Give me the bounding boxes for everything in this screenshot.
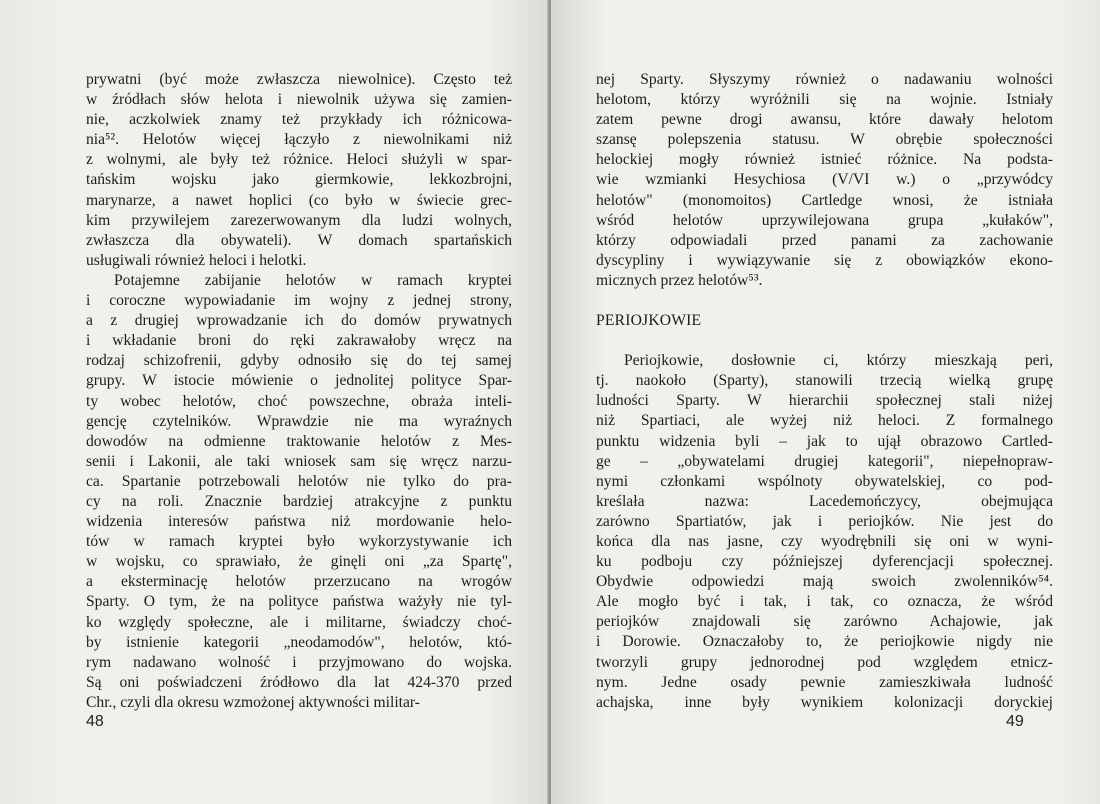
- text-line: w wojsku, co sprawiało, że ginęli oni „za Spartę",: [86, 553, 512, 571]
- text-line: Periojkowie, dosłownie ci, którzy mieszkają peri,: [624, 352, 1053, 370]
- page-number-left: 48: [86, 713, 104, 730]
- text-line: wie wzmianki Hesychiosa (V/VI w.) o „przywódcy: [596, 171, 1053, 189]
- text-line: końca dla nas jasne, czy wyodrębnili się oni w wyni-: [596, 532, 1053, 550]
- text-line: ty wobec helotów, choć powszechne, obraża inteli-: [86, 392, 512, 410]
- left-page: [0, 0, 549, 804]
- right-page-paragraph-bottom: [596, 351, 1053, 713]
- text-line: i wkładanie broni do ręki zakrawałoby wręcz na: [86, 332, 512, 350]
- text-line: Chr., czyli dla okresu wzmożonej aktywności militar-: [86, 693, 421, 711]
- text-line: tów w ramach kryptei było wykorzystywanie ich: [86, 533, 512, 551]
- left-page-body: [86, 70, 512, 713]
- text-line: ludności Sparty. W hierarchii społecznej stali niżej: [596, 392, 1053, 410]
- section-heading: PERIOJKOWIE: [596, 312, 702, 330]
- text-line: dyscypliny i wywiązywanie się z obowiązków ekono-: [596, 251, 1053, 269]
- text-line: niż Spartiaci, ale wyżej niż heloci. Z formalnego: [596, 412, 1053, 430]
- right-page-paragraph-top: [596, 70, 1053, 291]
- text-line: widzenia interesów państwa niż mordowanie helo-: [86, 513, 512, 531]
- text-line: nej Sparty. Słyszymy również o nadawaniu wolności: [596, 71, 1053, 88]
- text-line: ge – „obywatelami drugiej kategorii", niepełnopraw-: [596, 452, 1053, 470]
- text-line: zwłaszcza dla obywateli). W domach spartańskich: [86, 231, 512, 249]
- text-line: nymi członkami wspólnoty obywatelskiej, co pod-: [596, 472, 1053, 490]
- text-line: ku podboju czy późniejszej dyferencjacji społecznej.: [596, 553, 1053, 571]
- text-line: rym nadawano wolność i przyjmowano do wojska.: [86, 653, 512, 671]
- text-line: kim przywilejem zarezerwowanym dla ludzi wolnych,: [86, 211, 512, 229]
- text-line: kreślała nazwa: Lacedemończycy, obejmująca: [596, 492, 1053, 510]
- text-line: gencję czytelników. Wprawdzie nie ma wyraźnych: [86, 412, 512, 430]
- text-line: a z drugiej wprowadzanie ich do domów prywatnych: [86, 312, 512, 330]
- text-line: periojków znajdowali się zarówno Achajowie, jak: [596, 613, 1053, 631]
- text-line: punktu widzenia byli – jak to ujął obrazowo Cartled-: [596, 432, 1053, 450]
- text-line: a eksterminację helotów przerzucano na wrogów: [86, 573, 512, 591]
- text-line: nia⁵². Helotów więcej łączyło z niewolnikami niż: [86, 131, 512, 149]
- text-line: zarówno Spartiatów, jak i periojków. Nie jest do: [596, 512, 1053, 530]
- text-line: i coroczne wypowiadanie im wojny z jednej strony,: [86, 292, 512, 310]
- text-line: micznych przez helotów⁵³.: [596, 271, 763, 289]
- right-page-body: [596, 70, 1053, 713]
- text-line: by istnienie kategorii „neodamodów", helotów, któ-: [86, 633, 512, 651]
- text-line: usługiwali również heloci i helotki.: [86, 251, 307, 269]
- text-line: Obydwie odpowiedzi mają swoich zwolenników⁵⁴.: [596, 573, 1053, 591]
- text-line: dowodów na odmienne traktowanie helotów z Mes-: [86, 432, 512, 450]
- text-line: achajska, inne były wynikiem kolonizacji doryckiej: [596, 693, 1053, 711]
- text-line: prywatni (być może zwłaszcza niewolnice). Często też: [86, 71, 512, 88]
- text-line: którzy odpowiadali przed panami za zachowanie: [596, 231, 1053, 249]
- text-line: Ale mogło być i tak, i tak, co oznacza, że wśród: [596, 593, 1053, 611]
- text-line: nym. Jedne osady pewnie zamieszkiwała ludność: [596, 673, 1053, 691]
- text-line: Są oni poświadczeni źródłowo dla lat 424-370 przed: [86, 673, 512, 691]
- text-line: ko względy społeczne, ale i militarne, świadczy choć-: [86, 613, 512, 631]
- right-page: [551, 0, 1100, 804]
- text-line: z wolnymi, ale były też różnice. Heloci służyli w spar-: [86, 151, 512, 169]
- text-line: tworzyli grupy jednorodnej pod względem etnicz-: [596, 653, 1053, 671]
- text-line: marynarze, a nawet hoplici (co było w świecie grec-: [86, 191, 512, 209]
- text-line: grupy. W istocie mówienie o jednolitej polityce Spar-: [86, 372, 512, 390]
- text-line: rodzaj schizofrenii, gdyby odnosiło się do tej samej: [86, 352, 512, 370]
- text-line: cy na roli. Znacznie bardziej atrakcyjne z punktu: [86, 492, 512, 510]
- text-line: tj. naokoło (Sparty), stanowili trzecią wielką grupę: [596, 372, 1053, 390]
- text-line: helotów" (monomoitos) Cartledge wnosi, że istniała: [596, 191, 1053, 209]
- text-line: Potajemne zabijanie helotów w ramach kryptei: [114, 271, 512, 289]
- text-line: nie, aczkolwiek znamy też przykłady ich różnicowa-: [86, 111, 512, 129]
- text-line: Sparty. O tym, że na polityce państwa ważyły nie tyl-: [86, 593, 512, 611]
- text-line: wśród helotów uprzywilejowana grupa „kułaków",: [596, 211, 1053, 229]
- page-number-right: 49: [1006, 713, 1024, 730]
- text-line: helockiej mogły również istnieć różnice. Na podsta-: [596, 151, 1053, 169]
- text-line: tańskim wojsku jako giermkowie, lekkozbrojni,: [86, 171, 512, 189]
- text-line: i Dorowie. Oznaczałoby to, że periojkowie nigdy nie: [596, 633, 1053, 651]
- text-line: helotom, którzy wyróżnili się na wojnie. Istniały: [596, 91, 1053, 109]
- text-line: zatem pewne drogi awansu, które dawały helotom: [596, 111, 1053, 129]
- text-line: senii i Lakonii, ale taki wniosek sam się wręcz narzu-: [86, 452, 512, 470]
- text-line: ca. Spartanie potrzebowali helotów nie tylko do pra-: [86, 472, 512, 490]
- text-line: w źródłach słów helota i niewolnik używa się zamien-: [86, 91, 512, 109]
- text-line: szansę polepszenia statusu. W obrębie społeczności: [596, 131, 1053, 149]
